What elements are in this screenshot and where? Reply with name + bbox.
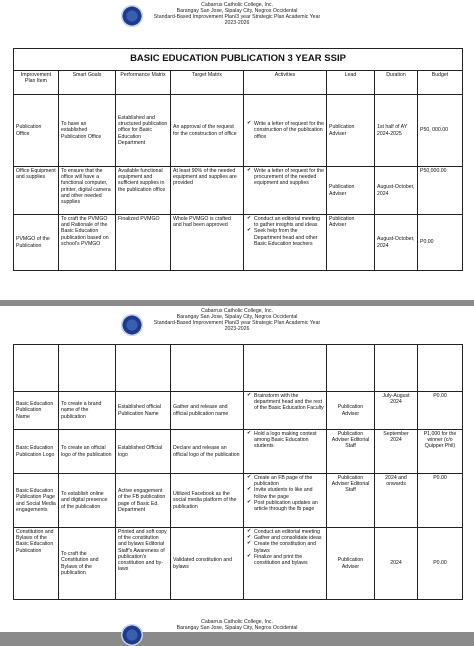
school-address: Barangay San Jose, Sipalay City, Negros Occidental — [176, 8, 298, 15]
performance-cell: Established official Publication Name — [116, 392, 171, 430]
lead-cell: Publication Adviser — [327, 167, 375, 215]
activities-cell — [244, 167, 327, 215]
column-header: Smart Goals — [59, 71, 116, 95]
page-header — [0, 2, 474, 26]
improvement-item-cell: Office Equipment and supplies — [14, 167, 59, 215]
school-name: Cabarrus Catholic College, Inc. — [201, 308, 273, 314]
performance-cell: Active engagement of the FB publication page of Basic Ed. Department — [116, 474, 171, 528]
activities-cell — [244, 528, 327, 600]
table-row — [14, 430, 463, 474]
activities-cell — [244, 95, 327, 167]
activities-cell — [244, 474, 327, 528]
school-name: Cabarrus Catholic College, Inc. — [201, 2, 273, 8]
smart-goal-cell: To have an established Publication Office — [59, 95, 116, 167]
lead-cell: Publication Adviser Editorial Staff — [327, 430, 375, 474]
budget-cell: P0.00 — [418, 392, 463, 430]
improvement-item-cell: Basic Education Publication Name — [14, 392, 59, 430]
duration-cell: August-October, 2024 — [375, 167, 418, 215]
duration-cell: 2024 and onwards — [375, 474, 418, 528]
target-cell: An approval of the request for the construction of office — [171, 95, 244, 167]
activity-item: ✔ Write a letter of request for the procurement of the needed equipment and supplies — [254, 168, 324, 187]
budget-cell: P50,000.00 — [418, 167, 463, 215]
lead-cell: Publication Adviser — [327, 95, 375, 167]
duration-cell: August-October, 2024 — [375, 215, 418, 271]
improvement-item-cell: Constitution and Bylaws of the Basic Education Publication — [14, 528, 59, 600]
activity-item: ✔ Conduct an editorial meeting — [254, 529, 324, 535]
academic-year: 2023-2026 — [224, 326, 250, 333]
target-cell: Gather and release and official publication name — [171, 392, 244, 430]
activities-cell — [244, 430, 327, 474]
budget-cell: P1,000 for the winner (c/o Quipper Phil) — [418, 430, 463, 474]
activity-item: ✔ Post publication updates an article through the fb page — [254, 500, 324, 512]
ssip-table-page-2 — [13, 344, 463, 600]
activity-item: ✔ Write a letter of request for the construction of the publication office — [254, 121, 324, 140]
page-header — [0, 308, 474, 332]
column-header: Budget — [418, 71, 463, 95]
activity-item: ✔ Create the constitution and bylaws — [254, 541, 324, 553]
lead-cell: Publication Adviser — [327, 215, 375, 271]
column-header: Performance Matrix — [116, 71, 171, 95]
table-row — [14, 167, 463, 215]
column-header: Lead — [327, 71, 375, 95]
smart-goal-cell: To establish online and digital presence of the publication — [59, 474, 116, 528]
document-page-2 — [0, 306, 474, 632]
document-page-1 — [0, 0, 474, 300]
smart-goal-cell: To craft the Constitution and Bylaws of the publication — [59, 528, 116, 600]
duration-cell: July-August 2024 — [375, 392, 418, 430]
activity-item: ✔ Hold a logo making contest among Basic Education students — [254, 431, 324, 450]
lead-cell: Publication Adviser — [327, 528, 375, 600]
table-title: BASIC EDUCATION PUBLICATION 3 YEAR SSIP — [14, 49, 463, 71]
column-header: Improvement Plan Item — [14, 71, 59, 95]
activity-item: ✔ Finalize and print the constitution and bylaws — [254, 554, 324, 566]
budget-cell: P50, 000.00 — [418, 95, 463, 167]
target-cell: Utilized Facebook as the social media platform of the publication — [171, 474, 244, 528]
smart-goal-cell: To craft the PVMGO and Rationale of the Basic Education publication based on school's PVMGO — [59, 215, 116, 271]
performance-cell: Established Official logo — [116, 430, 171, 474]
lead-cell: Publication Adviser Editorial Staff — [327, 474, 375, 528]
smart-goal-cell: To ensure that the office will have a functional computer, printer, digital camera and other needed supplies — [59, 167, 116, 215]
target-cell: Whole PVMGO is crafted and had been approved — [171, 215, 244, 271]
table-row — [14, 528, 463, 600]
target-cell: At least 90% of the needed equipment and supplies are provided — [171, 167, 244, 215]
budget-cell: P0.00 — [418, 528, 463, 600]
school-address: Barangay San Jose, Sipalay City, Negros Occidental — [176, 314, 298, 321]
table-row — [14, 474, 463, 528]
duration-cell: 2024 — [375, 528, 418, 600]
smart-goal-cell: To create a brand name of the publication — [59, 392, 116, 430]
academic-year: 2023-2026 — [224, 20, 250, 27]
budget-cell: P0.00 — [418, 215, 463, 271]
target-cell: Declare and release an official logo of the publication — [171, 430, 244, 474]
activities-cell — [244, 215, 327, 271]
performance-cell: Available functional equipment and sufficient supplies in the publication office — [116, 167, 171, 215]
duration-cell: September 2024 — [375, 430, 418, 474]
performance-cell: Established and structured publication office for Basic Education Department — [116, 95, 171, 167]
activity-item: ✔ Brainstorm with the department head and the rest of the Basic Education Faculty — [254, 393, 324, 412]
lead-cell: Publication Adviser — [327, 392, 375, 430]
school-address: Barangay San Jose, Sipalay City, Negros Occidental — [176, 625, 298, 632]
improvement-item-cell: Basic Education Publication Page and Social Media engagements — [14, 474, 59, 528]
school-name: Cabarrus Catholic College, Inc. — [201, 619, 273, 625]
duration-cell: 1st half of AY 2024-2025 — [375, 95, 418, 167]
plan-title: Standard-Based Improvement Plan/3 year Strategic Plan Academic Year — [153, 14, 321, 21]
table-row — [14, 95, 463, 167]
column-header: Target Matrix — [171, 71, 244, 95]
budget-cell: P0.00 — [418, 474, 463, 528]
table-row — [14, 392, 463, 430]
activity-item: ✔ Conduct an editorial meeting to gather insights and ideas — [254, 216, 324, 228]
page-header-next — [0, 619, 474, 631]
empty-header-row — [14, 345, 463, 392]
plan-title: Standard-Based Improvement Plan/3 year Strategic Plan Academic Year — [153, 320, 321, 327]
column-header: Duration — [375, 71, 418, 95]
improvement-item-cell: Publication Office — [14, 95, 59, 167]
performance-cell: Finalized PVMGO — [116, 215, 171, 271]
target-cell: Validated constitution and bylaws — [171, 528, 244, 600]
activity-item: ✔ Create an FB page of the publication — [254, 475, 324, 487]
activity-item: ✔ Seek help from the Department head and other Basic Education teachers — [254, 228, 324, 247]
activity-item: ✔ Gather and consolidate ideas — [254, 535, 324, 541]
table-row — [14, 215, 463, 271]
activities-cell — [244, 392, 327, 430]
performance-cell: Printed and soft copy of the constitution and bylaws Editorial Staff's Awareness of publication's constitution and by-laws — [116, 528, 171, 600]
column-header: Activities — [244, 71, 327, 95]
improvement-item-cell: Basic Education Publication Logo — [14, 430, 59, 474]
ssip-table-page-1 — [13, 48, 463, 271]
activity-item: ✔ Invite students to like and follow the page — [254, 487, 324, 499]
improvement-item-cell: PVMGO of the Publication — [14, 215, 59, 271]
smart-goal-cell: To create an official logo of the publication — [59, 430, 116, 474]
